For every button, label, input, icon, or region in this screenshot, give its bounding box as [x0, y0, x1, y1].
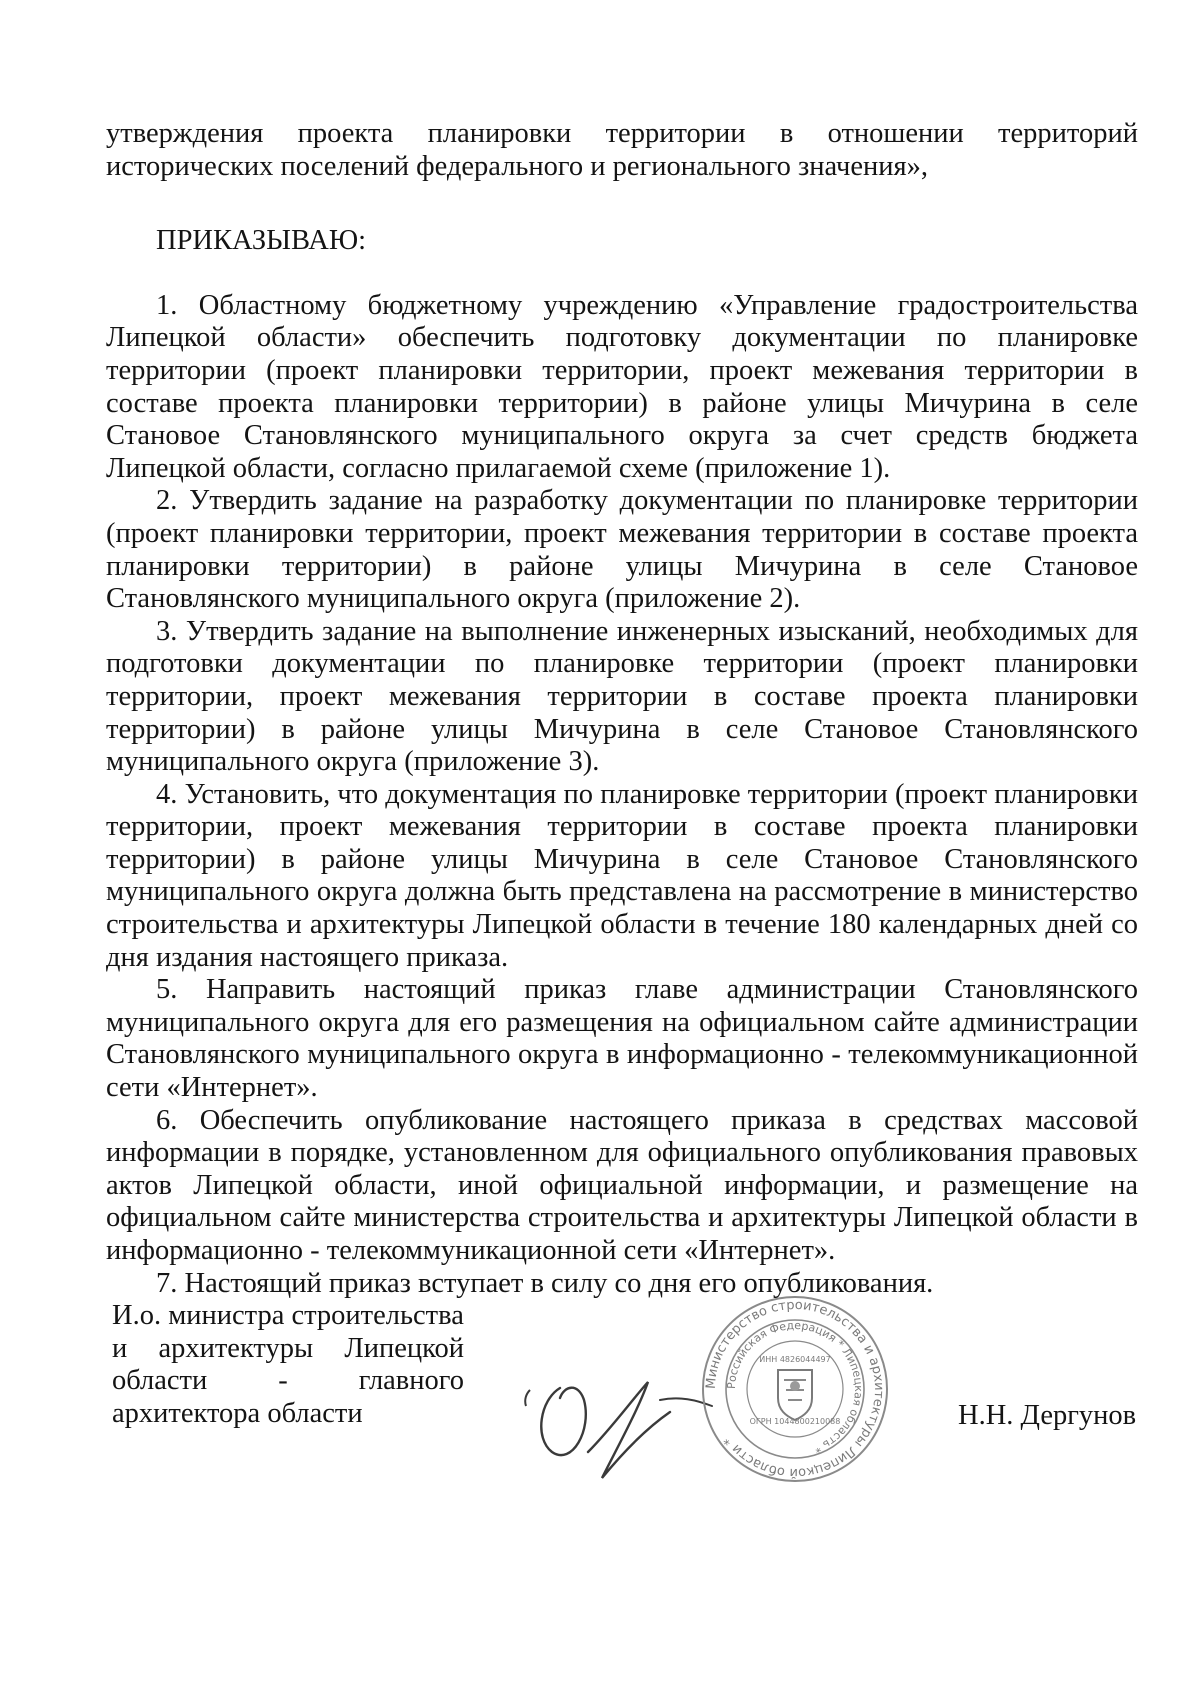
- signer-position-line: И.о. министра строительства: [112, 1300, 464, 1331]
- signer-position-line: архитектора области: [112, 1397, 363, 1429]
- seal-inner-text: Российская Федерация * Липецкая область *: [724, 1318, 866, 1456]
- signer-name: Н.Н. Дергунов: [958, 1400, 1137, 1431]
- order-item: 2. Утвердить задание на разработку документации по планировке территории (проект планировки территории, проект межевания территории в составе проекта планировки территории) в районе улицы Мичурина в селе Становое Становлянского муниципального округа (приложение 2).: [106, 485, 1138, 615]
- order-item: 1. Областному бюджетному учреждению «Управление градостроительства Липецкой области» обеспечить подготовку документации по планировке территории (проект планировки территории, проект межевания территории в составе проекта планировки территории) в районе улицы Мичурина в селе Становое Становлянского муниципального округа за счет средств бюджета Липецкой области, согласно прилагаемой схеме (приложение 1).: [106, 289, 1138, 484]
- order-item: 4. Установить, что документация по планировке территории (проект планировки территории, проект межевания территории в составе проекта планировки территории) в районе улицы Мичурина в селе Становое Становлянского муниципального округа должна быть представлена на рассмотрение в министерство строительства и архитектуры Липецкой области в течение 180 календарных дней со дня издания настоящего приказа.: [106, 778, 1138, 973]
- intro-paragraph: утверждения проекта планировки территории в отношении территорий исторических поселений федерального и регионального значения»,: [106, 118, 1138, 182]
- signer-position: [112, 1300, 464, 1430]
- order-item: 7. Настоящий приказ вступает в силу со дня его опубликования.: [156, 1267, 934, 1299]
- order-item: 3. Утвердить задание на выполнение инженерных изысканий, необходимых для подготовки документации по планировке территории (проект планировки территории, проект межевания территории в составе проекта планировки территории) в районе улицы Мичурина в селе Становое Становлянского муниципального округа (приложение 3).: [106, 615, 1138, 778]
- order-heading: ПРИКАЗЫВАЮ:: [156, 225, 367, 257]
- order-item: 6. Обеспечить опубликование настоящего приказа в средствах массовой информации в порядке, установленном для официального опубликования правовых актов Липецкой области, иной официальной информации, и размещение на официальном сайте министерства строительства и архитектуры Липецкой области в информационно - телекоммуникационной сети «Интернет».: [106, 1104, 1138, 1266]
- seal-outer-text: Министерство строительства и архитектуры Липецкой области *: [703, 1297, 887, 1481]
- coat-of-arms-icon: [778, 1370, 812, 1420]
- seal-ogrn: ОГРН 1044800210088: [749, 1417, 841, 1426]
- signer-position-line: и архитектуры Липецкой: [112, 1332, 464, 1364]
- document-body: [106, 118, 1138, 1300]
- handwritten-signature: [520, 1360, 720, 1510]
- order-item: 5. Направить настоящий приказ главе администрации Становлянского муниципального округа для его размещения на официальном сайте администрации Становлянского муниципального округа в информационно - телекоммуникационной сети «Интернет».: [106, 974, 1138, 1104]
- seal-inn: ИНН 4826044497: [759, 1355, 831, 1364]
- official-seal: [700, 1294, 890, 1484]
- signer-position-line: области - главного: [112, 1365, 464, 1397]
- signature-block: [0, 1297, 1200, 1560]
